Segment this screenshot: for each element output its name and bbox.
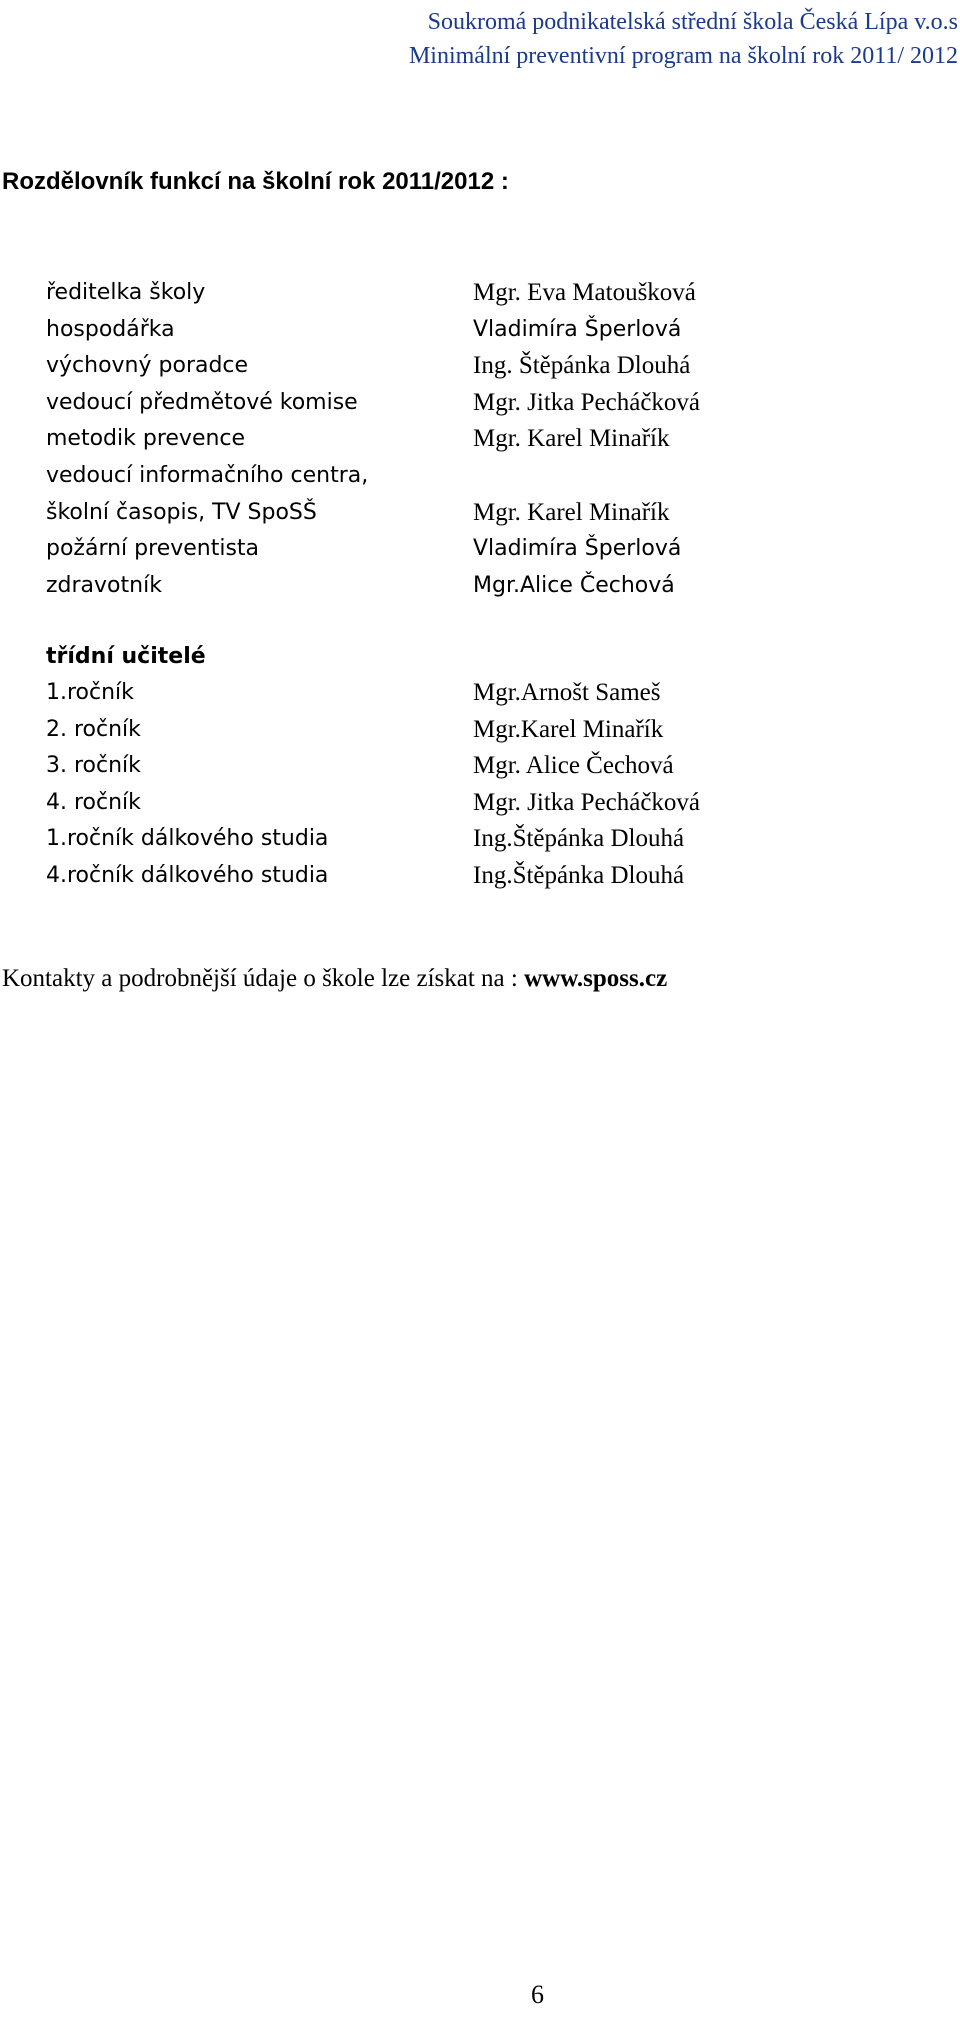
role-row bbox=[46, 385, 946, 422]
class-teachers-list bbox=[46, 638, 946, 895]
class-teachers-heading: třídní učitelé bbox=[46, 644, 206, 669]
role-label: požární preventista bbox=[46, 536, 260, 562]
class-teacher-name: Mgr. Alice Čechová bbox=[473, 752, 674, 780]
role-person: Vladimíra Šperlová bbox=[473, 316, 682, 342]
role-person: Mgr. Karel Minařík bbox=[473, 498, 670, 526]
role-person: Mgr. Jitka Pecháčková bbox=[473, 388, 701, 416]
contacts-line bbox=[2, 962, 667, 996]
class-teacher-name: Mgr. Jitka Pecháčková bbox=[473, 788, 701, 816]
class-teacher-row bbox=[46, 785, 946, 822]
role-label: metodik prevence bbox=[46, 426, 246, 452]
page-header bbox=[58, 5, 958, 73]
website-link[interactable]: www.sposs.cz bbox=[524, 965, 668, 992]
header-school-name: Soukromá podnikatelská střední škola Česká Lípa v.o.s bbox=[427, 9, 958, 35]
class-teacher-row bbox=[46, 821, 946, 858]
role-row bbox=[46, 312, 946, 349]
section-title: Rozdělovník funkcí na školní rok 2011/2012 : bbox=[2, 168, 509, 195]
role-label: vedoucí předmětové komise bbox=[46, 389, 358, 415]
class-year-label: 3. ročník bbox=[46, 753, 141, 779]
page-number: 6 bbox=[531, 1980, 544, 2009]
class-teacher-row bbox=[46, 748, 946, 785]
class-year-label: 4. ročník bbox=[46, 789, 141, 815]
role-label: vedoucí informačního centra, bbox=[46, 462, 369, 488]
role-row bbox=[46, 458, 946, 495]
roles-list bbox=[46, 275, 946, 604]
role-row bbox=[46, 421, 946, 458]
role-person: Mgr.Alice Čechová bbox=[473, 572, 675, 598]
class-year-label: 2. ročník bbox=[46, 716, 141, 742]
role-person: Ing. Štěpánka Dlouhá bbox=[473, 352, 691, 380]
role-row bbox=[46, 531, 946, 568]
role-row bbox=[46, 275, 946, 312]
class-teacher-name: Mgr.Arnošt Sameš bbox=[473, 679, 661, 706]
role-row bbox=[46, 495, 946, 532]
class-teacher-name: Mgr.Karel Minařík bbox=[473, 715, 664, 743]
role-person: Vladimíra Šperlová bbox=[473, 536, 682, 562]
role-row bbox=[46, 348, 946, 385]
class-teacher-row bbox=[46, 712, 946, 749]
class-year-label: 1.ročník bbox=[46, 680, 134, 705]
class-year-label: 1.ročník dálkového studia bbox=[46, 826, 329, 852]
role-person: Mgr. Karel Minařík bbox=[473, 425, 670, 453]
role-row bbox=[46, 568, 946, 605]
role-label: školní časopis, TV SpoSŠ bbox=[46, 499, 317, 525]
role-label: výchovný poradce bbox=[46, 353, 249, 379]
contacts-text: Kontakty a podrobnější údaje o škole lze získat na : bbox=[2, 965, 525, 992]
class-teacher-row bbox=[46, 858, 946, 895]
class-teacher-name: Ing.Štěpánka Dlouhá bbox=[473, 825, 685, 853]
role-label: zdravotník bbox=[46, 572, 162, 598]
header-program-title: Minimální preventivní program na školní rok 2011/ 2012 bbox=[408, 43, 958, 69]
role-person: Mgr. Eva Matoušková bbox=[473, 279, 696, 306]
role-label: hospodářka bbox=[46, 316, 175, 342]
class-teacher-name: Ing.Štěpánka Dlouhá bbox=[473, 861, 685, 889]
class-teacher-row bbox=[46, 675, 946, 712]
role-label: ředitelka školy bbox=[46, 280, 206, 305]
class-year-label: 4.ročník dálkového studia bbox=[46, 862, 329, 888]
